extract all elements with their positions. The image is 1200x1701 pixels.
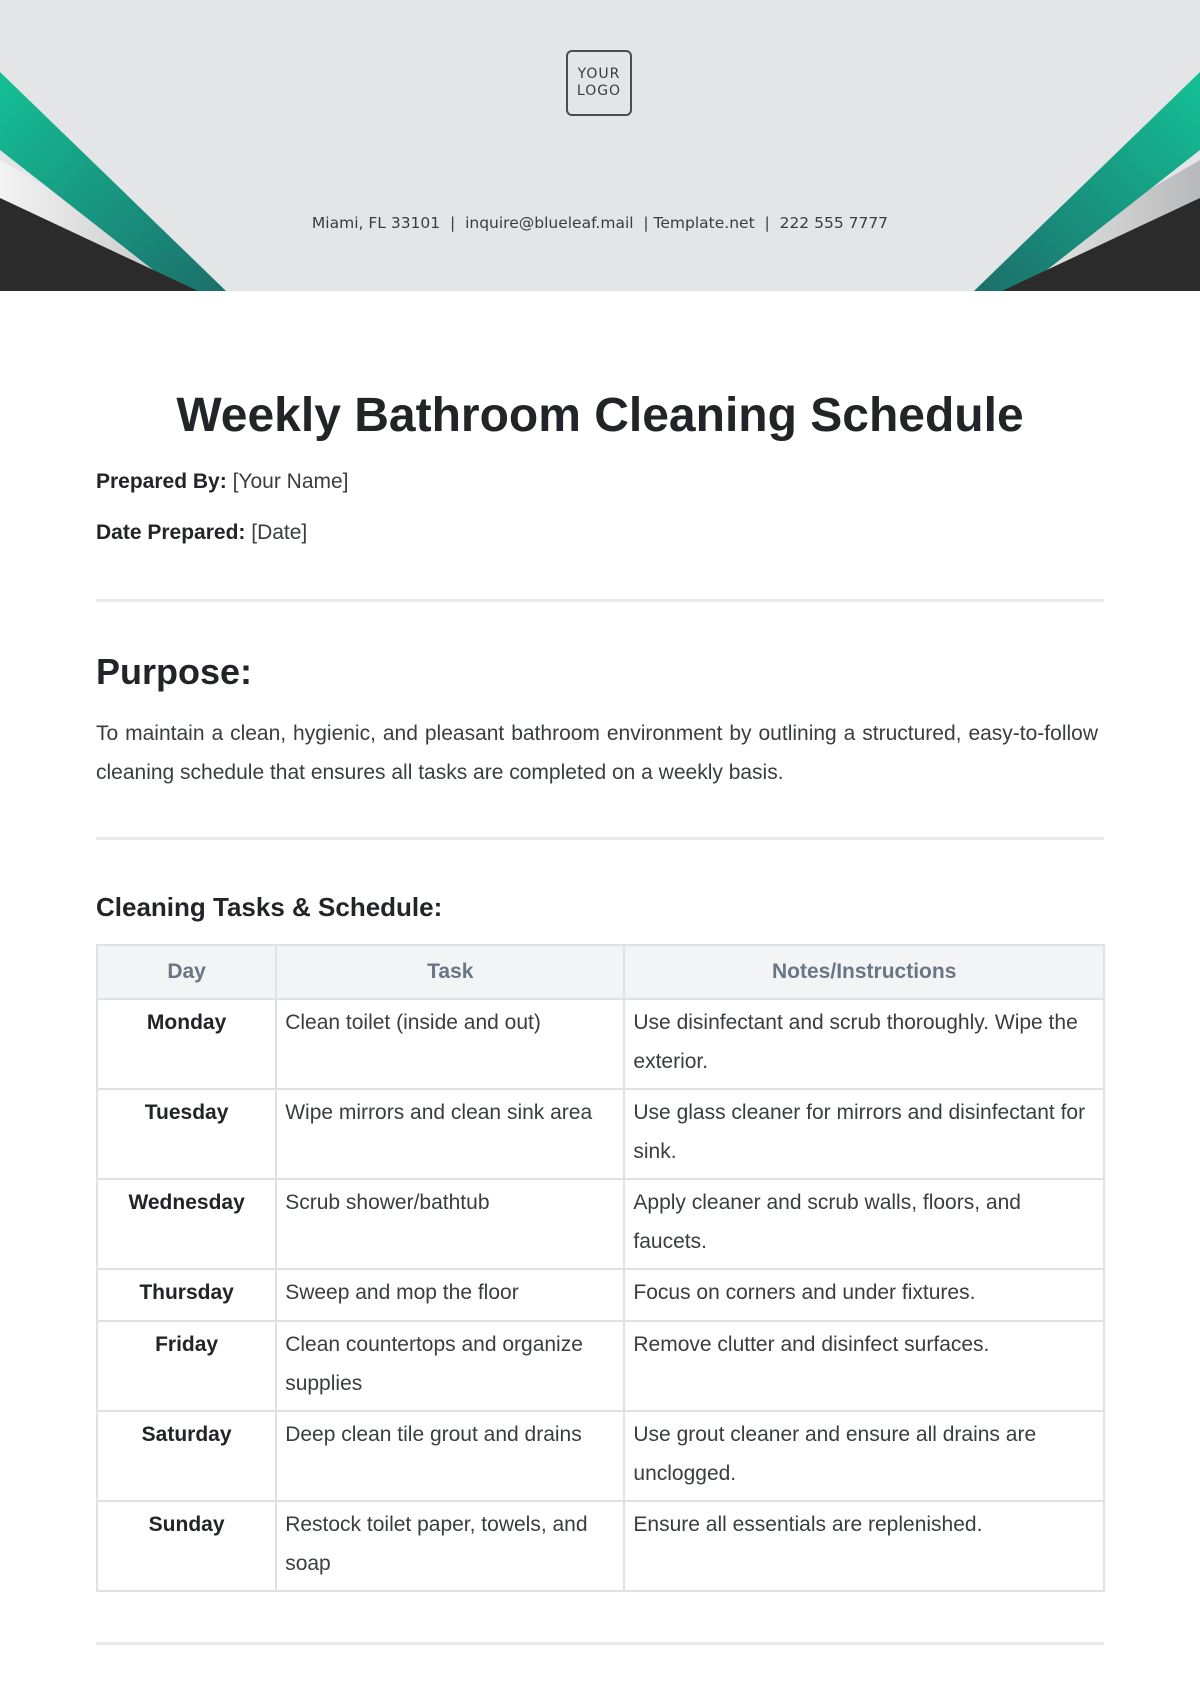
- task-cell: Clean countertops and organize supplies: [276, 1321, 624, 1411]
- task-cell: Scrub shower/bathtub: [276, 1179, 624, 1269]
- day-cell: Monday: [97, 999, 276, 1089]
- column-header-notes: Notes/Instructions: [624, 945, 1104, 999]
- schedule-table: [96, 944, 1105, 1592]
- table-row: [97, 1321, 1104, 1411]
- task-cell: Wipe mirrors and clean sink area: [276, 1089, 624, 1179]
- day-cell: Sunday: [97, 1501, 276, 1591]
- purpose-heading: Purpose:: [96, 651, 253, 692]
- task-cell: Restock toilet paper, towels, and soap: [276, 1501, 624, 1591]
- notes-cell: Apply cleaner and scrub walls, floors, and faucets.: [624, 1179, 1104, 1269]
- date-prepared-label: Date Prepared:: [96, 521, 246, 544]
- logo-text-line1: YOUR: [577, 66, 621, 82]
- logo-text-line2: LOGO: [576, 83, 622, 99]
- day-cell: Friday: [97, 1321, 276, 1411]
- section-divider: [96, 1642, 1104, 1645]
- table-row: [97, 1089, 1104, 1179]
- day-cell: Wednesday: [97, 1179, 276, 1269]
- table-row: [97, 1501, 1104, 1591]
- purpose-text: To maintain a clean, hygienic, and pleasant bathroom environment by outlining a structured, easy-to-follow cleaning schedule that ensures all tasks are completed on a weekly basis.: [96, 722, 1098, 784]
- table-row: [97, 999, 1104, 1089]
- date-prepared-value: [Date]: [251, 521, 308, 544]
- notes-cell: Use grout cleaner and ensure all drains are unclogged.: [624, 1411, 1104, 1501]
- task-cell: Deep clean tile grout and drains: [276, 1411, 624, 1501]
- column-header-day: Day: [97, 945, 276, 999]
- task-cell: Sweep and mop the floor: [276, 1269, 624, 1321]
- table-header-row: [97, 945, 1104, 999]
- notes-cell: Remove clutter and disinfect surfaces.: [624, 1321, 1104, 1411]
- table-row: [97, 1179, 1104, 1269]
- notes-cell: Use glass cleaner for mirrors and disinfectant for sink.: [624, 1089, 1104, 1179]
- section-divider: [96, 837, 1104, 840]
- schedule-heading: Cleaning Tasks & Schedule:: [96, 892, 443, 922]
- decorative-corner-shapes: [0, 0, 1200, 291]
- day-cell: Thursday: [97, 1269, 276, 1321]
- logo-placeholder: [566, 50, 632, 116]
- task-cell: Clean toilet (inside and out): [276, 999, 624, 1089]
- prepared-by-label: Prepared By:: [96, 470, 227, 493]
- notes-cell: Focus on corners and under fixtures.: [624, 1269, 1104, 1321]
- table-row: [97, 1269, 1104, 1321]
- table-row: [97, 1411, 1104, 1501]
- letterhead-banner: [0, 0, 1200, 291]
- column-header-task: Task: [276, 945, 624, 999]
- page-title: Weekly Bathroom Cleaning Schedule: [176, 389, 1024, 442]
- section-divider: [96, 599, 1104, 602]
- prepared-by-value: [Your Name]: [232, 470, 349, 493]
- notes-cell: Use disinfectant and scrub thoroughly. Wipe the exterior.: [624, 999, 1104, 1089]
- day-cell: Tuesday: [97, 1089, 276, 1179]
- prepared-by-line: [96, 467, 349, 497]
- day-cell: Saturday: [97, 1411, 276, 1501]
- contact-info: Miami, FL 33101 | inquire@blueleaf.mail | Template.net | 222 555 7777: [311, 214, 889, 232]
- notes-cell: Ensure all essentials are replenished.: [624, 1501, 1104, 1591]
- date-prepared-line: [96, 518, 307, 548]
